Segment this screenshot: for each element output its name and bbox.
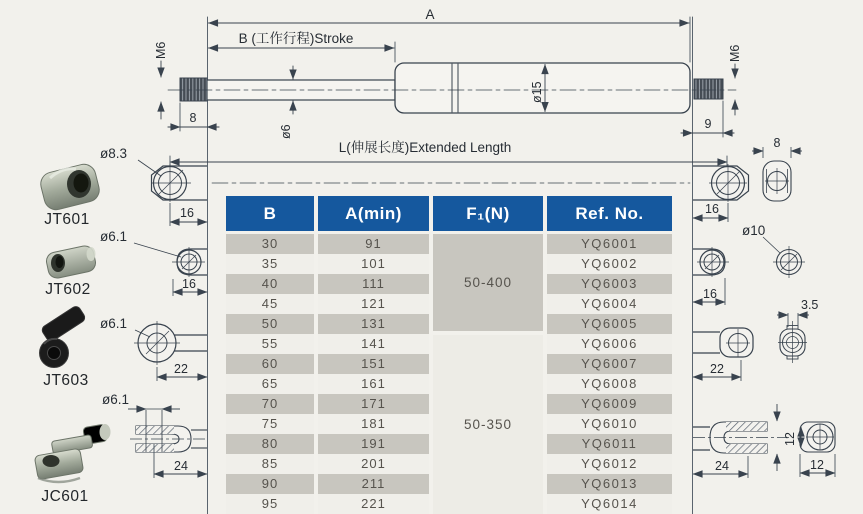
spec-table-body bbox=[226, 234, 672, 514]
a-value: 181 bbox=[318, 414, 429, 434]
jt601-photo bbox=[38, 162, 102, 212]
right-thread-stud bbox=[694, 79, 723, 99]
a-value: 151 bbox=[318, 354, 429, 374]
b-value: 95 bbox=[226, 494, 314, 514]
right-eyelet-length-label: 16 bbox=[703, 287, 717, 301]
header-b: B bbox=[226, 196, 314, 231]
a-value: 111 bbox=[318, 274, 429, 294]
jt602-hole-dia-label: ø6.1 bbox=[100, 229, 128, 244]
a-value: 131 bbox=[318, 314, 429, 334]
right-clevis-end-width-label: 12 bbox=[810, 458, 824, 472]
spec-table bbox=[226, 196, 672, 514]
right-eye3-length-label: 22 bbox=[710, 362, 724, 376]
dim-b-stroke-label: B (工作行程)Stroke bbox=[238, 31, 354, 46]
spec-table-header bbox=[226, 196, 672, 231]
a-value: 201 bbox=[318, 454, 429, 474]
right-clevis-end-height-label: 12 bbox=[783, 432, 797, 446]
column-b bbox=[226, 234, 314, 514]
jt602-label: JT602 bbox=[45, 281, 91, 298]
ref-value: YQ6012 bbox=[547, 454, 672, 474]
ref-value: YQ6006 bbox=[547, 334, 672, 354]
ref-value: YQ6011 bbox=[547, 434, 672, 454]
f1-group-2: 50-350 bbox=[433, 335, 543, 514]
ref-value: YQ6013 bbox=[547, 474, 672, 494]
header-ref-no: Ref. No. bbox=[547, 196, 672, 231]
left-thread-stud bbox=[180, 78, 207, 101]
ref-value: YQ6005 bbox=[547, 314, 672, 334]
column-ref-no bbox=[547, 234, 672, 514]
b-value: 45 bbox=[226, 294, 314, 314]
b-value: 60 bbox=[226, 354, 314, 374]
dim-a-label: A bbox=[425, 7, 435, 22]
a-value: 161 bbox=[318, 374, 429, 394]
ref-value: YQ6007 bbox=[547, 354, 672, 374]
column-a-min bbox=[318, 234, 429, 514]
a-value: 211 bbox=[318, 474, 429, 494]
column-f1 bbox=[433, 234, 543, 514]
b-value: 80 bbox=[226, 434, 314, 454]
right-thread-length-label: 9 bbox=[704, 117, 712, 131]
header-f1: F₁(N) bbox=[433, 196, 543, 231]
left-thread-length-label: 8 bbox=[189, 111, 197, 125]
a-value: 101 bbox=[318, 254, 429, 274]
jt602-photo bbox=[45, 244, 97, 279]
b-value: 40 bbox=[226, 274, 314, 294]
right-fitting-drawings bbox=[693, 136, 835, 478]
right-clevis-length-label: 24 bbox=[715, 459, 729, 473]
b-value: 75 bbox=[226, 414, 314, 434]
ref-value: YQ6004 bbox=[547, 294, 672, 314]
left-thread-size-label: M6 bbox=[154, 41, 168, 59]
jt601-length-label: 16 bbox=[180, 206, 194, 220]
b-value: 30 bbox=[226, 234, 314, 254]
extended-length-label: L(伸展长度)Extended Length bbox=[338, 140, 512, 155]
left-fitting-drawings bbox=[100, 146, 207, 478]
b-value: 65 bbox=[226, 374, 314, 394]
jt603-label: JT603 bbox=[43, 372, 89, 389]
right-eye-length-label: 16 bbox=[705, 202, 719, 216]
jc601-photo bbox=[34, 424, 110, 482]
f1-group-1: 50-400 bbox=[433, 234, 543, 331]
ref-value: YQ6001 bbox=[547, 234, 672, 254]
jt601-label: JT601 bbox=[44, 211, 90, 228]
header-a-min: A(min) bbox=[318, 196, 429, 231]
b-value: 55 bbox=[226, 334, 314, 354]
jt603-length-label: 22 bbox=[174, 362, 188, 376]
a-value: 121 bbox=[318, 294, 429, 314]
right-eye3-flat-label: 3.5 bbox=[801, 298, 819, 312]
ref-value: YQ6008 bbox=[547, 374, 672, 394]
jt601-hole-dia-label: ø8.3 bbox=[100, 146, 128, 161]
b-value: 50 bbox=[226, 314, 314, 334]
ref-value: YQ6010 bbox=[547, 414, 672, 434]
ref-value: YQ6002 bbox=[547, 254, 672, 274]
a-value: 141 bbox=[318, 334, 429, 354]
jc601-hole-dia-label: ø6.1 bbox=[102, 392, 130, 407]
a-value: 171 bbox=[318, 394, 429, 414]
rod-diameter-label: ø6 bbox=[279, 124, 293, 139]
jc601-length-label: 24 bbox=[174, 459, 188, 473]
b-value: 70 bbox=[226, 394, 314, 414]
b-value: 35 bbox=[226, 254, 314, 274]
jt603-photo bbox=[40, 305, 87, 368]
a-value: 221 bbox=[318, 494, 429, 514]
b-value: 90 bbox=[226, 474, 314, 494]
ref-value: YQ6009 bbox=[547, 394, 672, 414]
a-value: 91 bbox=[318, 234, 429, 254]
tube-diameter-label: ø15 bbox=[530, 81, 544, 103]
right-thread-size-label: M6 bbox=[728, 44, 742, 62]
right-eyelet-dia-label: ø10 bbox=[742, 223, 766, 238]
ref-value: YQ6003 bbox=[547, 274, 672, 294]
a-value: 191 bbox=[318, 434, 429, 454]
jt603-hole-dia-label: ø6.1 bbox=[100, 316, 128, 331]
jt602-length-label: 16 bbox=[182, 277, 196, 291]
right-eye-width-label: 8 bbox=[773, 136, 781, 150]
ref-value: YQ6014 bbox=[547, 494, 672, 514]
jc601-label: JC601 bbox=[41, 488, 89, 505]
b-value: 85 bbox=[226, 454, 314, 474]
